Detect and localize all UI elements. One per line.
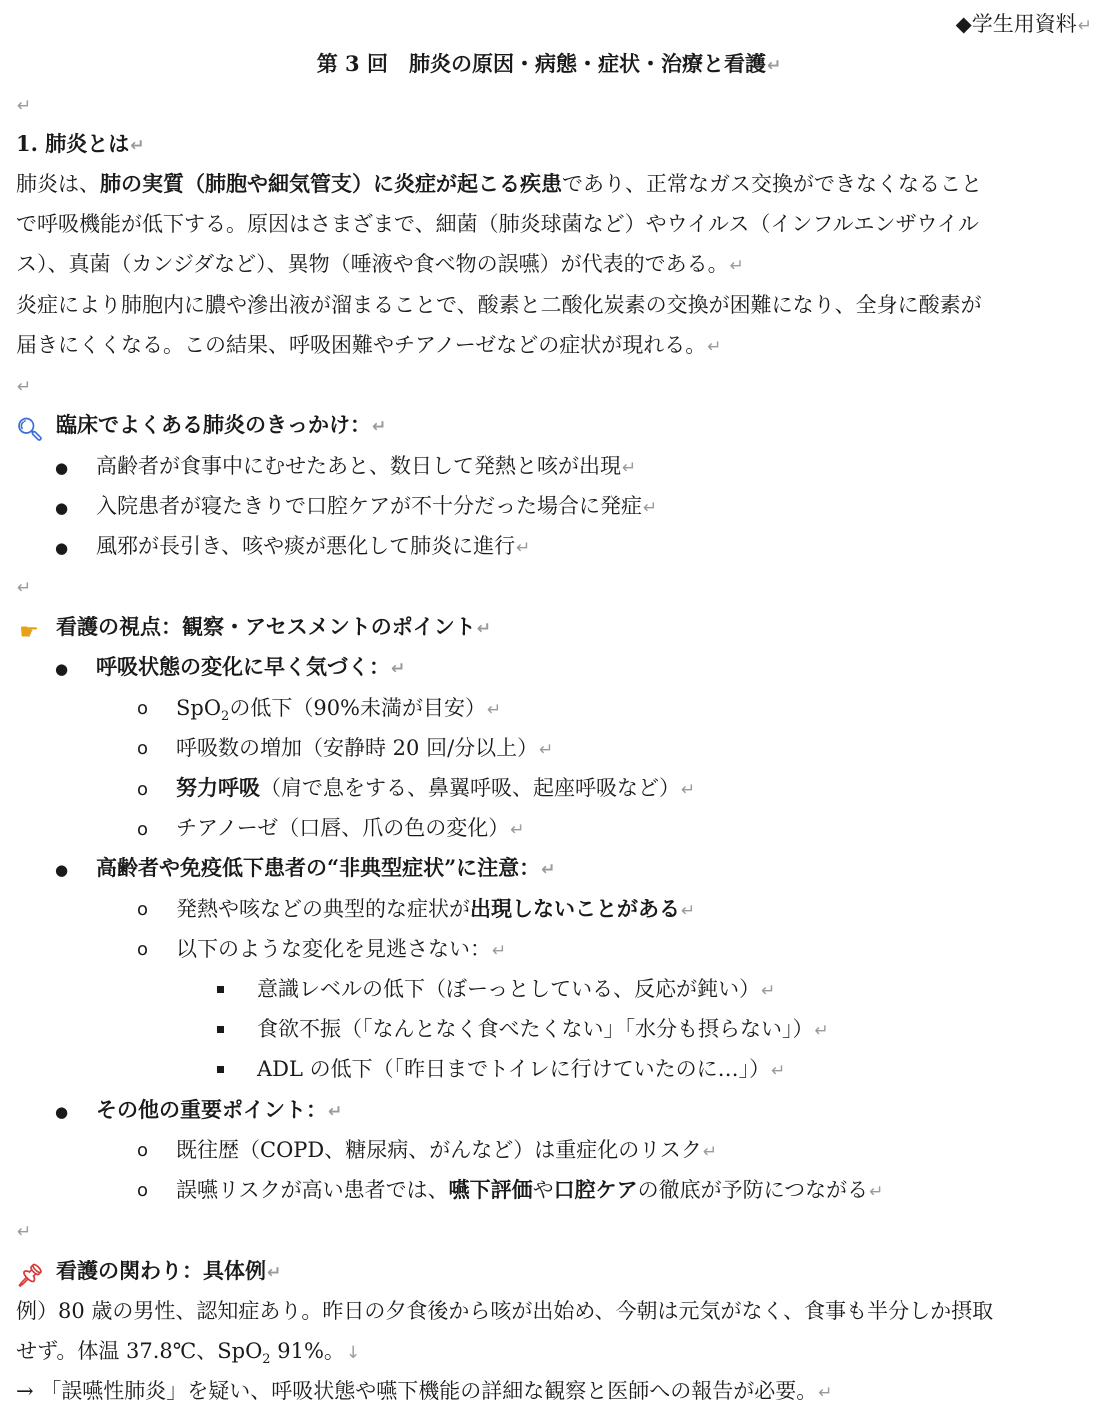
atypical-text-a: 発熱や咳などの典型的な症状が — [176, 897, 470, 921]
paragraph-mark: ↵ — [707, 337, 722, 357]
effort-breathing-bold: 努力呼吸 — [176, 775, 260, 800]
document-title-text: 第 3 回 肺炎の原因・病態・症状・治療と看護 — [316, 51, 766, 76]
atypical-change-text: ADL の低下（「昨日までトイレに行けていたのに…」） — [257, 1057, 771, 1081]
involvement-heading-text: 看護の関わり：具体例 — [56, 1258, 266, 1283]
paragraph-mark: ↵ — [17, 1222, 32, 1242]
circle-bullet-icon: o — [137, 899, 149, 920]
observation-subitem — [176, 768, 695, 808]
paragraph-mark: ↵ — [516, 538, 531, 558]
aspiration-text-d: の徹底が予防につながる — [637, 1178, 869, 1202]
paragraph-mark: ↵ — [476, 619, 492, 639]
paragraph-mark: ↵ — [702, 1142, 718, 1162]
paragraph-mark: ↵ — [869, 1182, 884, 1202]
section1-heading-text: 1. 肺炎とは — [16, 131, 130, 156]
spo2-text: の低下（90%未満が目安） — [229, 696, 487, 720]
square-bullet-icon — [217, 1026, 224, 1033]
atypical-watch-text: 以下のような変化を見逃さない： — [176, 937, 491, 961]
section1-paragraph2-line2 — [16, 325, 722, 365]
spo2-subscript: 2 — [221, 709, 230, 725]
bullet-icon: ● — [55, 1103, 69, 1121]
clinical-item-text: 入院患者が寝たきりで口腔ケアが不十分だった場合に発症 — [96, 494, 642, 518]
bullet-icon: ● — [55, 861, 69, 879]
atypical-change-item — [257, 969, 775, 1009]
clinical-heading-text: 臨床でよくある肺炎のきっかけ： — [56, 412, 371, 437]
circle-bullet-icon: o — [137, 779, 149, 800]
example-line2-text-b: 91%。 — [270, 1339, 345, 1363]
paragraph-mark: ↵ — [539, 740, 554, 760]
nursing-view-heading-text: 看護の視点：観察・アセスメントのポイント — [56, 614, 476, 639]
document-title — [0, 44, 1098, 86]
bullet-icon: ● — [55, 539, 69, 557]
other-points-subitem — [176, 1130, 717, 1170]
section1-paragraph1-line1 — [16, 164, 982, 204]
square-bullet-icon — [217, 986, 224, 993]
circle-bullet-icon: o — [137, 698, 149, 719]
paragraph-mark: ↵ — [814, 1021, 829, 1041]
oral-care-bold: 口腔ケア — [553, 1177, 638, 1202]
example-line2-text-a: せず。体温 37.8℃、SpO — [16, 1339, 263, 1363]
bullet-icon: ● — [55, 660, 69, 678]
square-bullet-icon — [217, 1066, 224, 1073]
circle-bullet-icon: o — [137, 939, 149, 960]
atypical-change-item — [257, 1049, 785, 1089]
involvement-heading — [16, 1251, 281, 1291]
example-line2 — [16, 1331, 360, 1371]
p1-text-bold: 肺の実質（肺胞や細気管支）に炎症が起こる疾患 — [100, 171, 562, 196]
observation-subitem — [176, 808, 525, 848]
empty-paragraph — [16, 1210, 31, 1250]
nursing-view-heading — [16, 607, 491, 647]
paragraph-mark: ↵ — [328, 1102, 343, 1122]
empty-paragraph — [16, 566, 31, 606]
p1-line2-text: で呼吸機能が低下する。原因はさまざまで、細菌（肺炎球菌など）やウイルス（インフルエンザウイル — [16, 212, 979, 236]
paragraph-mark: ↵ — [267, 1263, 282, 1283]
respiratory-rate-text: 呼吸数の増加（安静時 20 回/分以上） — [176, 736, 539, 760]
aspiration-text-c: や — [532, 1178, 554, 1202]
observation-subitem — [176, 688, 501, 728]
clinical-item — [96, 526, 530, 566]
spo2-prefix: SpO — [176, 696, 222, 720]
other-points-subitem — [176, 1170, 883, 1210]
cyanosis-text: チアノーゼ（口唇、爪の色の変化） — [176, 816, 510, 840]
empty-paragraph — [16, 365, 31, 405]
paragraph-mark: ↵ — [681, 780, 696, 800]
observation-subitem — [176, 728, 553, 768]
section1-paragraph2-line1 — [16, 285, 982, 325]
p2-line1-text: 炎症により肺胞内に膿や滲出液が溜まることで、酸素と二酸化炭素の交換が困難になり、全身に酸素が — [16, 293, 982, 317]
p1-text-c: であり、正常なガス交換ができなくなること — [562, 172, 982, 196]
section1-paragraph1-line2 — [16, 204, 979, 244]
paragraph-mark: ↵ — [771, 1061, 786, 1081]
atypical-text-bold: 出現しないことがある — [470, 896, 680, 921]
example-line1-text: 例）80 歳の男性、認知症あり。昨日の夕食後から咳が出始め、今朝は元気がなく、食事も半分しか摂取 — [16, 1299, 994, 1323]
circle-bullet-icon: o — [137, 738, 149, 759]
swallow-eval-bold: 嚥下評価 — [448, 1177, 533, 1202]
section1-paragraph1-line3 — [16, 244, 744, 284]
p1-text-a: 肺炎は、 — [16, 172, 100, 196]
atypical-change-text: 食欲不振（「なんとなく食べたくない」「水分も摂らない」） — [257, 1017, 814, 1041]
history-risk-text: 既往歴（COPD、糖尿病、がんなど）は重症化のリスク — [176, 1138, 702, 1162]
circle-bullet-icon: o — [137, 819, 149, 840]
paragraph-mark: ↵ — [391, 659, 406, 679]
magnifier-icon: 🔍︎ — [16, 418, 44, 443]
effort-breathing-text: （肩で息をする、鼻翼呼吸、起座呼吸など） — [260, 776, 680, 800]
paragraph-mark: ↵ — [766, 56, 782, 76]
paragraph-mark: ↵ — [130, 136, 145, 156]
paragraph-mark: ↵ — [729, 256, 744, 276]
paragraph-mark: ↵ — [643, 498, 658, 518]
paragraph-mark: ↵ — [17, 578, 32, 598]
other-points-bullet — [96, 1090, 342, 1130]
clinical-item — [96, 486, 657, 526]
student-material-text: ◆学生用資料 — [955, 12, 1077, 36]
paragraph-mark: ↵ — [17, 377, 32, 397]
pointing-hand-icon: ☛ — [19, 620, 39, 645]
paragraph-mark: ↵ — [681, 901, 696, 921]
circle-bullet-icon: o — [137, 1140, 149, 1161]
atypical-change-text: 意識レベルの低下（ぼーっとしている、反応が鈍い） — [257, 977, 761, 1001]
section1-heading — [16, 124, 144, 164]
p2-line2-text: 届きにくくなる。この結果、呼吸困難やチアノーゼなどの症状が現れる。 — [16, 333, 707, 357]
line-break-mark: ↓ — [345, 1343, 361, 1363]
p1-line3-text: ス）、真菌（カンジダなど）、異物（唾液や食べ物の誤嚥）が代表的である。 — [16, 252, 729, 276]
clinical-item — [96, 446, 636, 486]
paragraph-mark: ↵ — [818, 1383, 833, 1403]
example-line1 — [16, 1291, 993, 1331]
paragraph-mark: ↵ — [487, 700, 502, 720]
clinical-heading — [16, 405, 386, 445]
bullet-icon: ● — [55, 499, 69, 517]
aspiration-text-a: 誤嚥リスクが高い患者では、 — [176, 1178, 449, 1202]
atypical-subitem — [176, 929, 506, 969]
spo2-subscript: 2 — [262, 1352, 271, 1368]
example-line3 — [16, 1371, 833, 1411]
paragraph-mark: ↵ — [1077, 16, 1092, 36]
student-material-label — [956, 4, 1092, 46]
atypical-bullet-text: 高齢者や免疫低下患者の“非典型症状”に注意： — [96, 855, 541, 880]
paragraph-mark: ↵ — [17, 96, 32, 116]
example-line3-text: → 「誤嚥性肺炎」を疑い、呼吸状態や嚥下機能の詳細な観察と医師への報告が必要。 — [16, 1379, 818, 1403]
atypical-change-item — [257, 1009, 829, 1049]
paragraph-mark: ↵ — [372, 417, 387, 437]
observation-bullet — [96, 647, 405, 687]
paragraph-mark: ↵ — [541, 860, 556, 880]
atypical-subitem — [176, 889, 695, 929]
paragraph-mark: ↵ — [492, 941, 507, 961]
paragraph-mark: ↵ — [761, 981, 776, 1001]
paragraph-mark: ↵ — [622, 458, 637, 478]
pushpin-icon: 📌︎ — [16, 1264, 44, 1289]
empty-paragraph — [16, 84, 31, 124]
other-points-text: その他の重要ポイント： — [96, 1097, 327, 1122]
bullet-icon: ● — [55, 459, 69, 477]
clinical-item-text: 風邪が長引き、咳や痰が悪化して肺炎に進行 — [96, 534, 516, 558]
observation-bullet-text: 呼吸状態の変化に早く気づく： — [96, 654, 390, 679]
clinical-item-text: 高齢者が食事中にむせたあと、数日して発熱と咳が出現 — [96, 454, 621, 478]
atypical-bullet — [96, 848, 555, 888]
circle-bullet-icon: o — [137, 1180, 149, 1201]
paragraph-mark: ↵ — [510, 820, 525, 840]
